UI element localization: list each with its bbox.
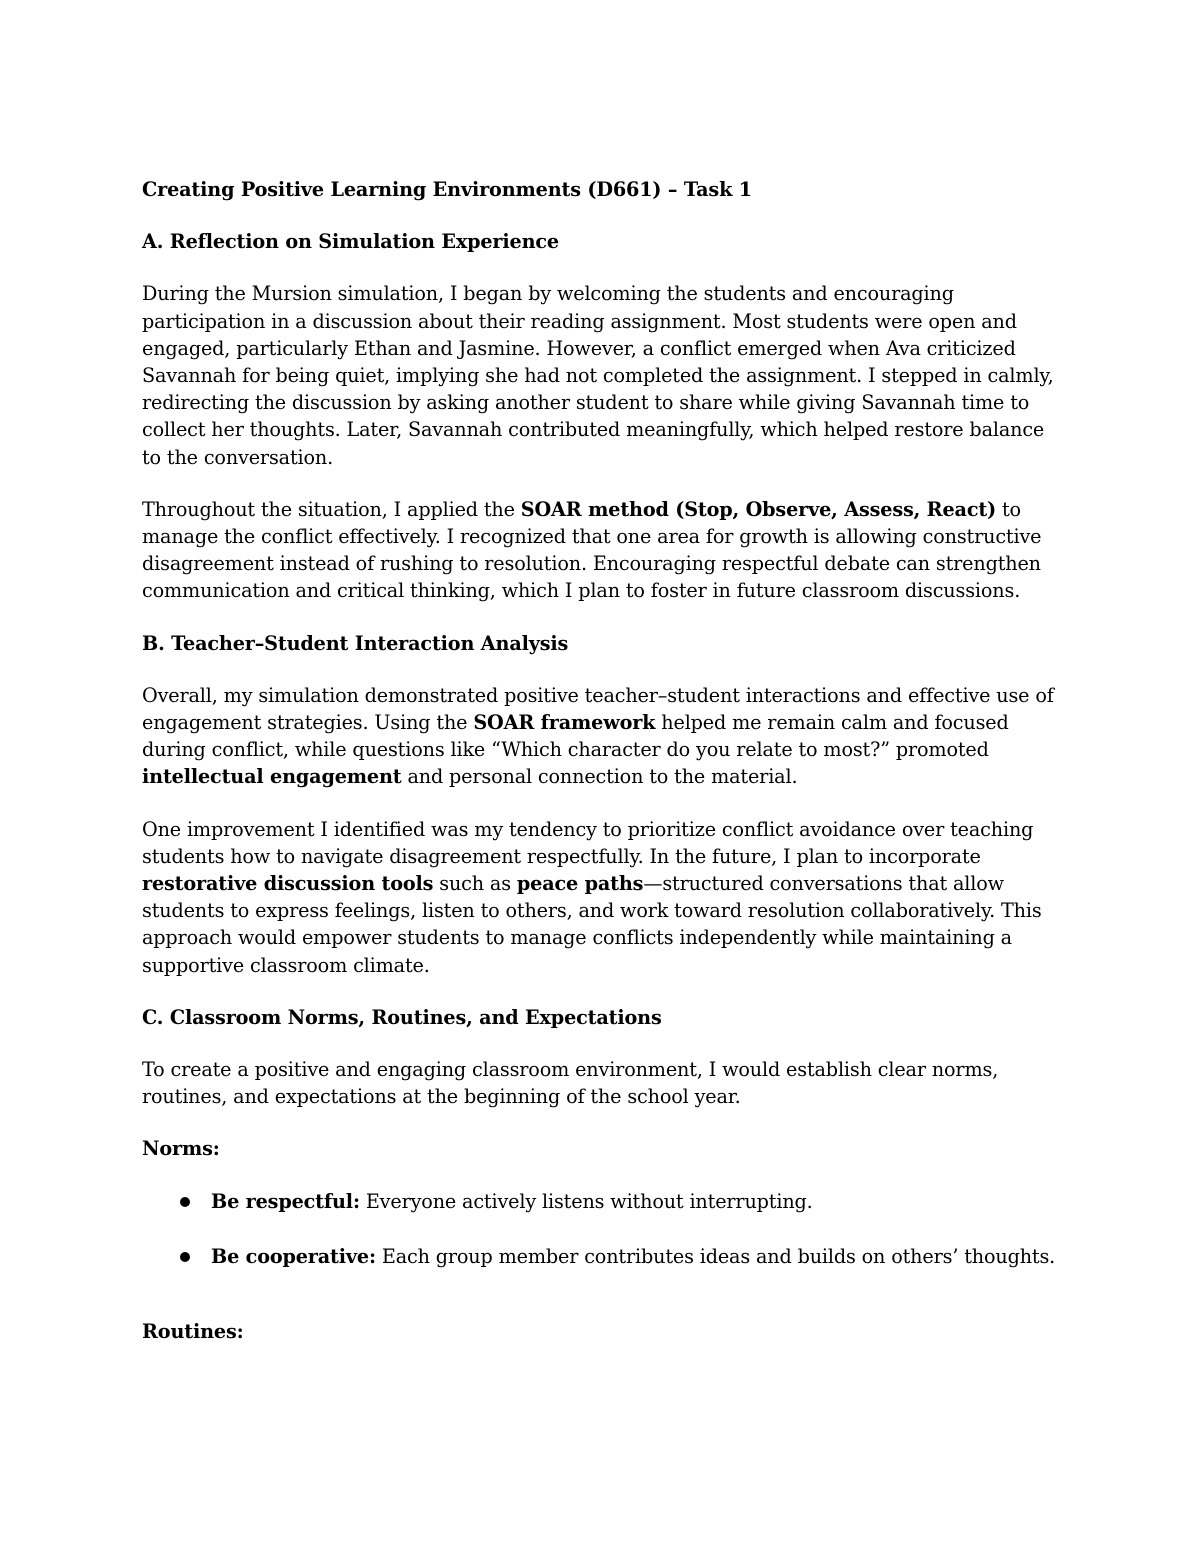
section-a-paragraph-1: During the Mursion simulation, I began by welcoming the students and encouraging participation in a discussion about their reading assignment. Most students were open and engaged, particularly Ethan and Jasmine. However, a conflict emerged when Ava criticized Savannah for being quiet, implying she had not completed the assignment. I stepped in calmly, redirecting the discussion by asking another student to share while giving Savannah time to collect her thoughts. Later, Savannah contributed meaningfully, which helped restore balance to the conversation. — [142, 282, 1054, 469]
section-b-paragraph-2: One improvement I identified was my tendency to prioritize conflict avoidance over teaching students how to navigate disagreement respectfully. In the future, I plan to incorporate restorative discussion tools such as peace paths—structured conversations that allow students to express feelings, listen to others, and work toward resolution collaboratively. This approach would empower students to manage conflicts independently while maintaining a supportive classroom climate. — [142, 817, 1042, 977]
intellectual-engagement-bold: intellectual engagement — [142, 765, 402, 789]
document-title: Creating Positive Learning Environments (D661) – Task 1 — [142, 178, 752, 201]
bullet-icon — [180, 1197, 190, 1207]
section-a-heading: A. Reflection on Simulation Experience — [142, 230, 559, 254]
section-c-paragraph-1: To create a positive and engaging classroom environment, I would establish clear norms, routines, and expectations at the beginning of the school year. — [142, 1058, 999, 1109]
section-b-paragraph-1: Overall, my simulation demonstrated positive teacher–student interactions and effective use of engagement strategies. Using the SOAR framework helped me remain calm and focused during conflict, while questions like “Which character do you relate to most?” promoted intellectual engagement and personal connection to the material. — [142, 683, 1054, 789]
list-item: Be respectful: Everyone actively listens without interrupting. — [142, 1188, 1062, 1215]
peace-paths-bold: peace paths — [516, 872, 644, 896]
section-c-heading: C. Classroom Norms, Routines, and Expectations — [142, 1005, 662, 1029]
section-b-heading: B. Teacher–Student Interaction Analysis — [142, 631, 569, 655]
norms-list — [142, 1188, 1062, 1270]
document-page — [142, 176, 1062, 1370]
bullet-icon — [180, 1252, 190, 1262]
routines-heading: Routines: — [142, 1320, 244, 1344]
restorative-tools-bold: restorative discussion tools — [142, 872, 434, 896]
list-item: Be cooperative: Each group member contributes ideas and builds on others’ thoughts. — [142, 1243, 1062, 1270]
norms-heading: Norms: — [142, 1137, 220, 1161]
soar-framework-bold: SOAR framework — [473, 711, 656, 735]
section-a-paragraph-2: Throughout the situation, I applied the SOAR method (Stop, Observe, Assess, React) to manage the conflict effectively. I recognized that one area for growth is allowing constructive disagreement instead of rushing to resolution. Encouraging respectful debate can strengthen communication and critical thinking, which I plan to foster in future classroom discussions. — [142, 497, 1042, 603]
soar-method-bold: SOAR method (Stop, Observe, Assess, React) — [520, 497, 996, 521]
